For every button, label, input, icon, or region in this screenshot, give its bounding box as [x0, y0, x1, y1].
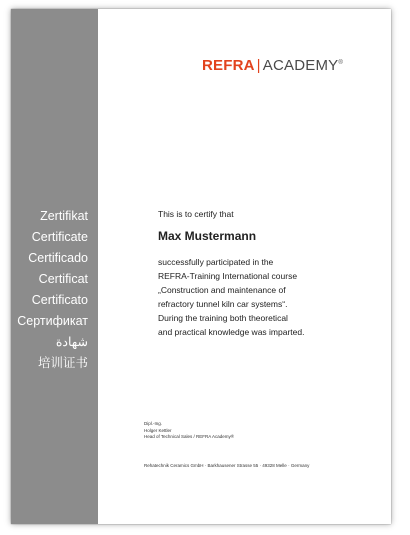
logo-separator: |	[256, 57, 261, 74]
certificate-language-list	[17, 206, 88, 374]
certificate-body	[158, 209, 304, 339]
language-label-russian: Сертификат	[17, 314, 88, 328]
description-line: „Construction and maintenance of	[158, 285, 286, 295]
signer-title: Dipl.-Ing.	[144, 421, 163, 426]
certificate-intro: This is to certify that	[158, 209, 234, 219]
language-label-german: Zertifikat	[40, 209, 88, 223]
language-label-english: Certificate	[31, 230, 88, 244]
signer-role: Head of Technical Sales / REFRA Academy®	[144, 434, 235, 439]
logo-brand: REFRA	[202, 57, 255, 74]
company-address: Rehatechnik Ceramics GmbH · Barkhausener Strasse 55 · 49328 Melle · Germany	[144, 463, 310, 468]
participant-name: Max Mustermann	[158, 229, 257, 243]
description-line: successfully participated in the	[158, 257, 274, 267]
description-line: During the training both theoretical	[158, 313, 288, 323]
description-line: REFRA-Training International course	[158, 271, 298, 281]
certificate-description	[158, 255, 304, 339]
signer-name: Holger Kettler	[144, 427, 172, 433]
logo-registered-mark: ®	[338, 60, 343, 66]
language-label-spanish: Certificado	[28, 251, 88, 265]
language-label-chinese: 培训证书	[37, 356, 88, 370]
description-line: refractory tunnel kiln car systems“.	[158, 299, 288, 309]
certificate-page	[11, 9, 391, 524]
refra-academy-logo	[202, 57, 343, 74]
sidebar	[11, 9, 98, 524]
logo-academy: ACADEMY	[262, 57, 339, 74]
description-line: and practical knowledge was imparted.	[158, 327, 305, 337]
language-label-arabic: شهادة	[55, 335, 88, 349]
signature-block	[144, 421, 234, 441]
language-label-french: Certificat	[38, 272, 88, 286]
language-label-italian: Certificato	[31, 293, 88, 307]
